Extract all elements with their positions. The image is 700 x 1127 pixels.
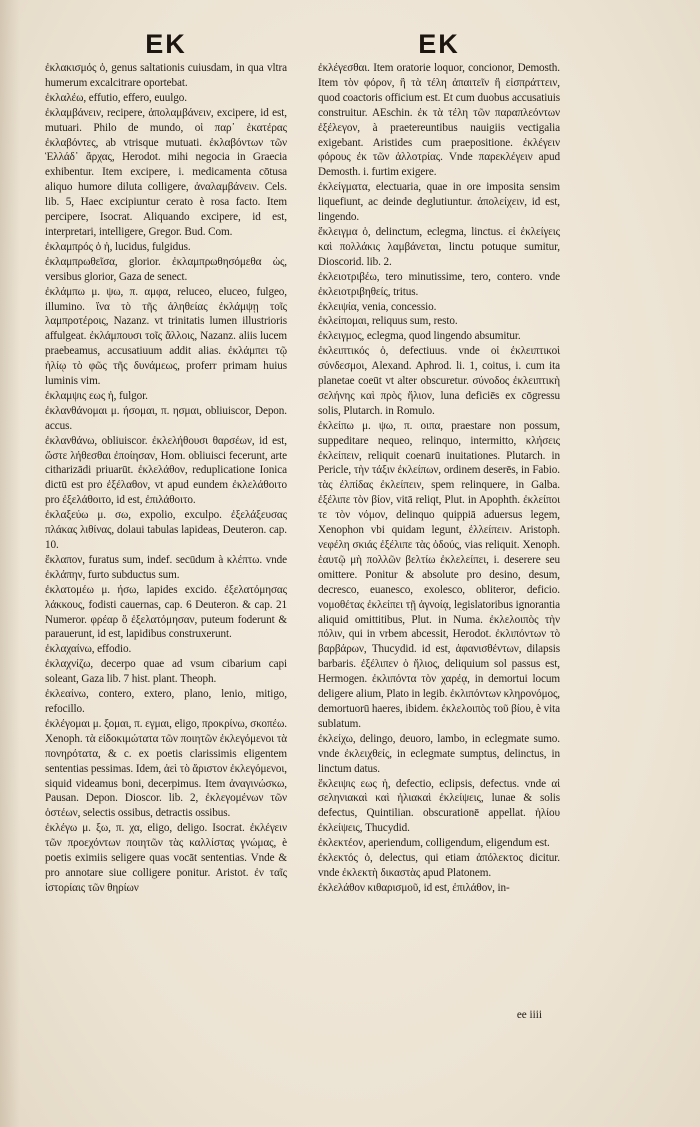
dictionary-entry: ἐκλειοτριβέω, tero minutissime, tero, contero. vnde ἐκλειοτριβηθείς, tritus. (318, 270, 560, 298)
dictionary-entry: ἐκλαχνίζω, decerpo quae ad vsum cibarium capi soleant, Gaza lib. 7 hist. plant. Theoph. (45, 658, 287, 686)
dictionary-entry: ἐκλακισμός ὁ, genus saltationis cuiusdam, in qua vltra humerum excalcitrare oportebat. (45, 62, 287, 89)
dictionary-entry: ἐκλαμψις εως ἡ, fulgor. (45, 389, 148, 402)
dictionary-entry: ἐκλείχω, delingo, deuoro, lambo, in eclegmate sumo. vnde ἐκλειχθείς, in eclegmate sumptus, delinctus, in linctum datus. (318, 732, 560, 775)
dictionary-entry: ἐκλέγομαι μ. ξομαι, π. εγμαι, eligo, προκρίνω, σκοπέω. Xenoph. τὰ εἰδοκιμώτατα τῶν ποιητῶν ἐκλεγόμενοι τὰ πονηρότατα, & c. ex poetis clarissimis eligentem sententias pessimas. Idem, ἀεὶ τὸ ἄριστον ἐκλεγόμενοι, siquid videamus boni, decerpimus. Item ἀναγινώσκω, Pausan. Depon. Dioscor. lib. 2, ἐκλεγομένων τῶν ὀστέων, selectis ossibus, detractis ossibus. (45, 717, 287, 820)
dictionary-entry: ἐκλανθάνω, obliuiscor. ἐκλελήθουσι θαρσέων, id est, ὥστε λήθεσθαι ἐποίησαν, Hom. obliuisci fecerunt, arte citharizādi priuarūt. ἐκλελάθον, reduplicatione Ionica dictū est pro ἐξέλαθον, vt apud eundem ἐκλελάθοιτο pro ἐξελάθοιτο, id est, ἐπιλάθοιτο. (45, 434, 287, 507)
running-head-right: EK (418, 29, 460, 59)
dictionary-entry: ἐκλειψία, venia, concessio. (318, 300, 437, 313)
dictionary-entry: ἐκλείπομαι, reliquus sum, resto. (318, 315, 458, 328)
dictionary-entry: ἐκλαμβάνειν, recipere, ἀπολαμβάνειν, excipere, id est, mutuari. Philo de mundo, οἱ παρ᾽ ἑκατέρας ἐκλαβόντες, ab vtrisque mutuati. ἐκλαβόντων τῶν Ἑλλάδ᾽ ἄρχας, Herodot. mihi negocia in Graecia exhibentur. Item excipere, i. medicamenta cōtusa aliquo humore diluta colligere, ἀναλαμβάνειν. Cels. lib. 5, Haec excipiuntur cerato è rosa facto. Item percipere, Isocrat. Aliquando excipere, id est, interpretari, intelligere, Gregor. Bud. Com. (45, 106, 287, 238)
dictionary-entry: ἐκλάμπω μ. ψω, π. αμφα, reluceo, eluceo, fulgeo, illumino. ἵνα τὸ τῆς ἀληθείας ἐκλάμψῃ τοῖς λαμπροτέροις, Nazanz. vt trinitatis lumen illustrioris affulgeat. ἐκλάμπουσι τοῖς ἄλλοις, Nazanz. aliis lucem praebeamus, accusatiuum addit alias. ἐκλάμπει τῷ ἡλίῳ τὸ φῶς τῆς δυνάμεως, proferr primam huius luminis vim. (45, 285, 287, 388)
dictionary-entry: ἐκλαχαίνω, effodio. (45, 643, 132, 656)
dictionary-entry: ἐκλέγω μ. ξω, π. χα, eligo, deligo. Isocrat. ἐκλέγειν τῶν προεχόντων ποιητῶν τὰς καλλίστας γνώμας, è poetis eximiis seligere quas vocāt sententias. Vnde & pro annotare siue colligere ponitur. Aristot. ἐν ταῖς ἱστορίαις τῶν θηρίων (45, 822, 287, 894)
dictionary-entry: ἐκλεαίνω, contero, extero, plano, lenio, mitigo, refocillo. (45, 688, 287, 715)
dictionary-entry: ἐκλεκτέον, aperiendum, colligendum, eligendum est. (318, 837, 550, 850)
dictionary-entry: ἐκλαμπρός ὁ ἡ, lucidus, fulgidus. (45, 240, 191, 253)
dictionary-entry: ἔκλαπον, furatus sum, indef. secūdum à κλέπτω. vnde ἐκλάπην, furto subductus sum. (45, 553, 287, 581)
dictionary-entry: ἐκλειγμος, eclegma, quod lingendo absumitur. (318, 330, 521, 343)
left-entries (45, 61, 287, 896)
dictionary-entry: ἐκλείγματα, electuaria, quae in ore imposita sensim liquefiunt, ac deinde deglutiuntur. ἀπολείχειν, id est, lingendo. (318, 181, 560, 224)
dictionary-entry: ἐκλανθάνομαι μ. ήσομαι, π. ησμαι, obliuiscor, Depon. accus. (45, 404, 287, 432)
dictionary-entry: ἐκλατομέω μ. ήσω, lapides excido. ἐξελατόμησας λάκκους, fodisti cauernas, cap. 6 Deuteron. & cap. 21 Numeror. φρέαρ ὃ ἐξελατόμησαν, puteum foderunt & parauerunt, id est, lapidibus construxerunt. (45, 583, 287, 641)
dictionary-entry: ἔκλειψις εως ἡ, defectio, eclipsis, defectus. vnde αἱ σεληνιακαὶ καὶ ἡλιακαὶ ἐκλείψεις, lunae & solis defectus, Quintilian. obscurationē appellat. ἡλίου ἐκλείψεις, Thucydid. (318, 777, 560, 835)
right-column (318, 30, 560, 896)
signature-mark: ee iiii (516, 1009, 542, 1021)
dictionary-entry: ἐκλέγεσθαι. Item oratorie loquor, concionor, Demosth. Item τὸν φόρον, ἢ τὰ τέλη ἀπαιτεῖν ἢ εἰσπράττειν, quod coactoris officium est. Et cum duobus accusatiuis construitur. AEschin. ἐκ τὰ τέλη τῶν παραπλεόντων ἐξέλεγον, à praetereuntibus nauigiis vectigalia exigebant. Aristides cum praepositione. ἐκλέγειν φόρους ἐκ τῶν ἀλλοτρίας. Vnde παρεκλέγειν apud Demosth. i. furtim exigere. (318, 62, 560, 179)
dictionary-entry: ἐκλαμπρωθεῖσα, glorior. ἐκλαμπρωθησόμεθα ὡς, versibus glorior, Gaza de senect. (45, 255, 287, 283)
signature-mark-line (318, 1008, 560, 1023)
dictionary-entry: ἐκλαξεύω μ. σω, expolio, exculpo. ἐξελάξευσας πλάκας λιθίνας, dolaui tabulas lapideas, Deuteron. cap. 10. (45, 509, 287, 551)
dictionary-entry: ἐκλείπω μ. ψω, π. οιπα, praestare non possum, suppeditare nequeo, relinquo, intermitto, κλήσεις ἐκλείπειν, reliquit coenarū inuitationes. Plutarch. in Pericle, τὴν τάξιν ἐκλείπων, ordinem deserēs, in Fabio. τὰς ἐλπίδας ἐκλείπειν, spem relinquere, in Galba. ἐξέλιπε τὸν βίον, vitā reliqt, Plut. in Apophth. ἐκλείποι τε τὸν νόμον, delinquo quippiā aduersus legem, Xenophon vbi quidam legunt, ἐλλείπειν. Aristoph. νεφέλη σκιάς ἐξέλιπε τὰς ὁδούς, vias reliquit. Xenoph. ἑαυτῷ μὴ πολλῶν βελτίω ἐκλελείπει, i. deserere seu omittere. Ponitur & absolute pro desino, desum, decresco, euanesco, exolesco, obliteror, deficio. νομοθέτας ἐκλείπει τῇ ἀγνοίᾳ, legislatoribus ignorantia aliquid omittitibus, Plut. in Numa. ἐκλελοιπὸς τὴν πόλιν, qui in vrbem abcessit, Herodot. ἐκλιπόντων τὸ βαρβάρων, Thucydid. id est, ἀφανισθέντων, dilapsis barbaris. ἐξέλιπεν ὁ ἥλιος, deliquium sol passus est, Hermogen. ἐκλιπόντα τὸν χαρέᾳ, in demortui locum deligere alium, Plato in legib. ἐκλιπόντων κληρονόμος, demortuorū haeres, ibidem. ἐκλελοιπὸς τοῦ βίου, è vita sublatum. (318, 419, 560, 730)
dictionary-entry: ἐκλεκτός ὁ, delectus, qui etiam ἀπόλεκτος dicitur. vnde ἐκλεκτὴ δικαστὰς apud Platonem. (318, 852, 560, 879)
right-entries (318, 61, 560, 896)
dictionary-entry: ἔκλειγμα ὁ, delinctum, eclegma, linctus. εἰ ἐκλείγεις καὶ πολλάκις λαμβάνεται, linctu potuque sumitur, Dioscorid. lib. 2. (318, 225, 560, 268)
dictionary-entry: ἐκλελάθον κιθαρισμοῦ, id est, ἐπιλάθον, in- (318, 881, 510, 894)
running-head-left: EK (145, 29, 187, 59)
dictionary-entry: ἐκλαλέω, effutio, effero, euulgo. (45, 91, 187, 104)
dictionary-entry: ἐκλειπτικός ὁ, defectiuus. vnde οἱ ἐκλειπτικοὶ σύνδεσμοι, Alexand. Aphrod. li. 1, coitus, i. cum ita planetae coeūt vt alter obscuretur. σύνοδος ἐκλειπτικὴ σελήνης καὶ πρὸς ἥλιον, luna deficiēs ex cōgressu solis, Plutarch. in Romulo. (318, 345, 560, 417)
gutter-shadow (0, 0, 20, 1127)
left-column (45, 30, 287, 896)
